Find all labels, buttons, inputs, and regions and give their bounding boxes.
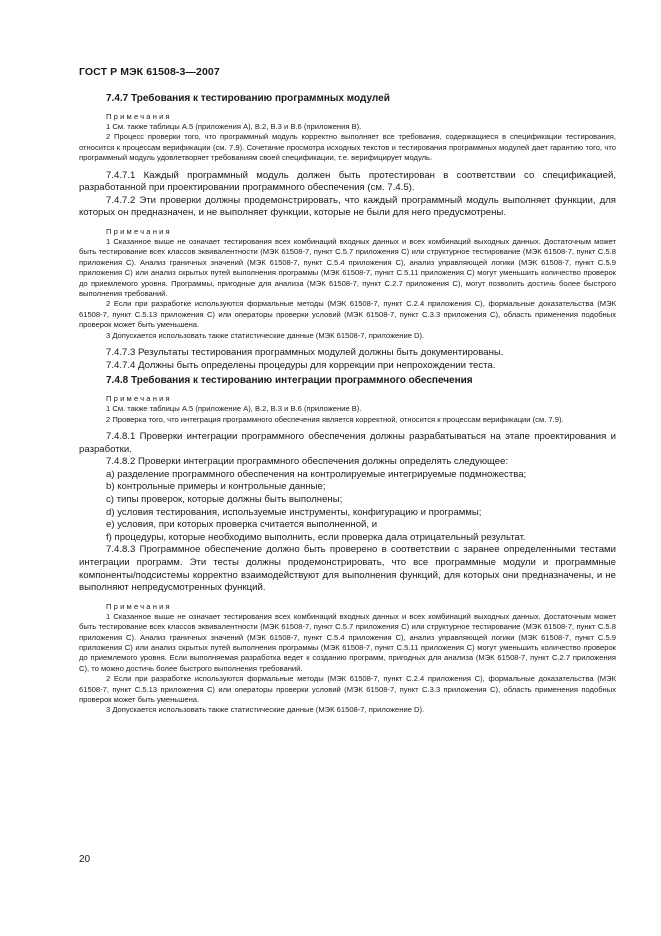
note-paragraph: 1 Сказанное выше не означает тестирования всех комбинаций входных данных и всех комбинаций выходных данных. Достаточным может быть тестирование всех классов эквивалентности (МЭК 61508-7, пункт С.5.7 приложения С) или структурное тестирование (МЭК 61508-7, пункт С.5.8 приложения С). Анализ граничных значений (МЭК 61508-7, пункт С.5.4 приложения С), анализ управляющей логики (МЭК 61508-7, пункт С.5.9 приложения С) или анализ скрытых путей выполнения программы (МЭК 61508-7, пункт С.5.11 приложения С) могут уменьшить количество проверок до приемлемого уровня. Программы, пригодные для анализа (МЭК 61508-7, пункт С.2.7 приложения С), могут позволить достичь более быстрого выполнения требований. — [79, 237, 616, 299]
notes-label: Примечания — [106, 227, 172, 236]
section-heading-7-4-8: 7.4.8 Требования к тестированию интеграции программного обеспечения — [106, 375, 473, 387]
clause-paragraph: 7.4.7.4 Должны быть определены процедуры для коррекции при непрохождении теста. — [106, 359, 496, 371]
note-paragraph: 2 Процесс проверки того, что программный модуль корректно выполняет все требования, содержащиеся в спецификации тестирования, относится к процессам верификации (см. 7.9). Сочетание просмотра исходных текстов и тестирования программных модулей дает гарантию того, что программный модуль удовлетворяет требованиям своей спецификации, т.е. верифицирует модуль. — [79, 132, 616, 163]
note-paragraph: 1 См. также таблицы А.5 (приложение А), В.2, В.3 и В.6 (приложение В). — [106, 404, 362, 414]
section-heading-7-4-7: 7.4.7 Требования к тестированию программных модулей — [106, 93, 390, 104]
clause-paragraph: 7.4.8.1 Проверки интеграции программного обеспечения должны разрабатываться на этапе проектирования и разработки. — [79, 431, 616, 455]
list-item: b) контрольные примеры и контрольные данные; — [106, 481, 326, 493]
clause-paragraph: 7.4.7.2 Эти проверки должны продемонстрировать, что каждый программный модуль выполняет функции, для которых он предназначен, и не выполняет функции, которые не были для него предусмотрены. — [79, 194, 616, 219]
list-item: f) процедуры, которые необходимо выполнить, если проверка дала отрицательный результат. — [106, 531, 526, 543]
note-paragraph: 3 Допускается использовать также статистические данные (МЭК 61508-7, приложение D). — [106, 330, 425, 340]
note-paragraph: 2 Если при разработке используются формальные методы (МЭК 61508-7, пункт С.2.4 приложения С), формальные доказательства (МЭК 61508-7, пункт С.5.13 приложения С) или операторы проверки условий (МЭК 61508-7, пункт С.3.3 приложения С), область применения подобных проверок может быть уменьшена. — [79, 299, 616, 330]
note-paragraph: 3 Допускается использовать также статистические данные (МЭК 61508-7, приложение D). — [106, 705, 425, 715]
clause-paragraph: 7.4.7.1 Каждый программный модуль должен быть протестирован в соответствии со спецификацией, разработанной при проектировании программного обеспечения (см. 7.4.5). — [79, 169, 616, 194]
list-item: d) условия тестирования, используемые инструменты, конфигурацию и программы; — [106, 506, 482, 518]
notes-label: Примечания — [106, 112, 172, 121]
notes-label: Примечания — [106, 601, 172, 611]
page-content — [79, 92, 616, 716]
clause-paragraph: 7.4.7.3 Результаты тестирования программных модулей должны быть документированы. — [106, 347, 504, 359]
notes-label: Примечания — [106, 394, 172, 404]
list-item: c) типы проверок, которые должны быть выполнены; — [106, 494, 343, 506]
page-header: ГОСТ Р МЭК 61508-3—2007 — [79, 66, 220, 78]
clause-paragraph: 7.4.8.2 Проверки интеграции программного обеспечения должны определять следующее: — [106, 456, 509, 468]
note-paragraph: 2 Проверка того, что интеграция программного обеспечения является корректной, относится к процессам верификации (см. 7.9). — [106, 414, 564, 424]
page-number: 20 — [79, 854, 91, 865]
note-paragraph: 1 См. также таблицы А.5 (приложения А), В.2, В.3 и В.6 (приложения В). — [106, 122, 362, 131]
note-paragraph: 1 Сказанное выше не означает тестирования всех комбинаций входных данных и всех комбинаций выходных данных. Достаточным может быть тестирование всех классов эквивалентности (МЭК 61508-7, пункт С.5.7 приложения С) или структурное тестирование (МЭК 61508-7, пункт С.5.8 приложения С). Анализ граничных значений (МЭК 61508-7, пункт С.5.4 приложения С), анализ управляющей логики (МЭК 61508-7, пункт С.5.9 приложения С) или анализ скрытых путей выполнения программы (МЭК 61508-7, пункт С.5.11 приложения С) могут уменьшить количество проверок до приемлемого уровня. Если выполняемая разработка ведет к созданию программ, пригодных для анализа (МЭК 61508-7, пункт С.2.7 приложения С), то можно достичь более быстрого выполнения требований. — [79, 611, 616, 673]
note-paragraph: 2 Если при разработке используются формальные методы (МЭК 61508-7, пункт С.2.4 приложения С), формальные доказательства (МЭК 61508-7, пункт С.5.13 приложения С) или операторы проверки условий (МЭК 61508-7, пункт С.3.3 приложения С), область применения подобных проверок может быть уменьшена. — [79, 674, 616, 705]
clause-paragraph: 7.4.8.3 Программное обеспечение должно быть проверено в соответствии с заранее определенными тестами интеграции программ. Эти тесты должны продемонстрировать, что все программные модули и программные компоненты/подсистемы корректно взаимодействуют для выполнения функций, для которых они предназначены, и не выполняют непредусмотренных функций. — [79, 544, 616, 594]
list-item: e) условия, при которых проверка считается выполненной, и — [106, 519, 378, 531]
list-item: a) разделение программного обеспечения на контролируемые интегрируемые подмножества; — [106, 468, 527, 480]
